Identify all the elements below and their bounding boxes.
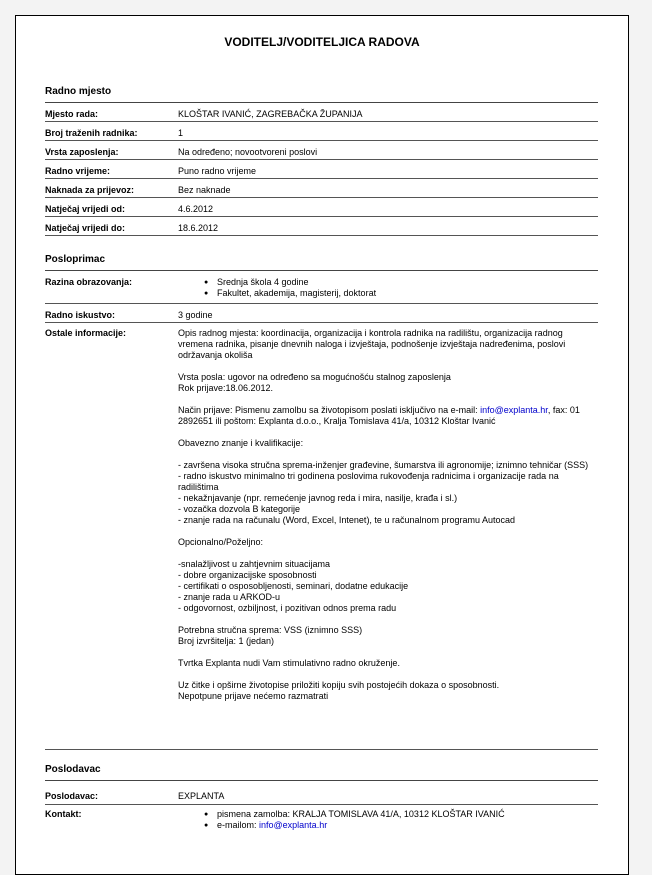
- row-value: KLOŠTAR IVANIĆ, ZAGREBAČKA ŽUPANIJA: [178, 109, 363, 119]
- nacin-prijave: [178, 405, 598, 427]
- row-value: [178, 277, 598, 303]
- section-poslodavac: Poslodavac: [45, 764, 598, 781]
- row-mjesto-rada: [45, 103, 598, 122]
- row-label: Kontakt:: [45, 809, 82, 819]
- row-value: 4.6.2012: [178, 204, 214, 214]
- row-label: Natječaj vrijedi od:: [45, 204, 126, 214]
- row-value: 18.6.2012: [178, 223, 219, 233]
- row-value: 3 godine: [178, 310, 213, 320]
- row-vrsta-zaposlenja: [45, 141, 598, 160]
- radno-mjesto-rows: [16, 103, 628, 236]
- job-listing-page: [15, 15, 629, 875]
- row-value: [178, 809, 598, 845]
- opcionalno-item: - dobre organizacijske sposobnosti: [178, 570, 317, 580]
- opcionalno-item: - znanje rada u ARKOD-u: [178, 592, 281, 602]
- list-item: ● pismena zamolba: KRALJA TOMISLAVA 41/A, 10312 KLOŠTAR IVANIĆ: [204, 809, 598, 820]
- row-radno-iskustvo: [45, 304, 598, 323]
- broj-izvrsitelja: Broj izvršitelja: 1 (jedan): [178, 636, 275, 646]
- obavezno-item: - znanje rada na računalu (Word, Excel, Intenet), te u računalnom programu Autocad: [178, 515, 516, 525]
- opis-radnog-mjesta: Opis radnog mjesta: koordinacija, organizacija i kontrola radnika na radilištu, organizacija radnog vremena radnika, pisanje dnevnih naloga i izvještaja, podnošenje izvještaja nadređenima, poslovi održavanja okoliša: [178, 328, 566, 360]
- obavezno-item: - vozačka dozvola B kategorije: [178, 504, 301, 514]
- obavezno-item: - radno iskustvo minimalno tri godinena poslovima rukovođenja radnicima i organizacije rada na radilištima: [178, 471, 559, 492]
- row-value: Bez naknade: [178, 185, 231, 195]
- opcionalno-item: -snalažljivost u zahtjevnim situacijama: [178, 559, 331, 569]
- row-value: [178, 328, 598, 749]
- row-poslodavac: [45, 781, 598, 805]
- row-kontakt: [45, 805, 598, 845]
- kontakt-email-prefix: e-mailom:: [217, 820, 260, 830]
- section-radno-mjesto: Radno mjesto: [45, 86, 598, 103]
- row-label: Radno vrijeme:: [45, 166, 111, 176]
- row-label: Naknada za prijevoz:: [45, 185, 135, 195]
- row-vrijedi-do: [45, 217, 598, 236]
- email-link[interactable]: info@explanta.hr: [480, 405, 548, 415]
- row-razina-obrazovanja: [45, 271, 598, 304]
- uz-text: Uz čitke i opširne životopise priložiti kopiju svih postojećih dokaza o sposobnosti.: [178, 680, 500, 690]
- row-value: EXPLANTA: [178, 791, 225, 801]
- page-title: VODITELJ/VODITELJICA RADOVA: [224, 35, 420, 49]
- row-radno-vrijeme: [45, 160, 598, 179]
- list-item: ● Srednja škola 4 godine: [204, 277, 598, 288]
- nacin-prijave-rest: , fax: 01 2892651 ili poštom: Explanta d.o.o., Kralja Tomislava 41/a, 10312 Kloštar Ivanić: [178, 405, 580, 426]
- kontakt-list: [204, 809, 598, 831]
- opcionalno-title: Opcionalno/Poželjno:: [178, 537, 264, 547]
- row-label: Razina obrazovanja:: [45, 277, 133, 287]
- section-posloprimac: Posloprimac: [45, 254, 598, 271]
- row-vrijedi-od: [45, 198, 598, 217]
- opcionalno-item: - certifikati o osposobljenosti, seminari, dodatne edukacije: [178, 581, 409, 591]
- opcionalno-item: - odgovornost, ozbiljnost, i pozitivan odnos prema radu: [178, 603, 397, 613]
- education-list: [204, 277, 598, 299]
- row-label: Natječaj vrijedi do:: [45, 223, 126, 233]
- kontakt-email-link[interactable]: info@explanta.hr: [259, 820, 328, 830]
- rok-prijave: Rok prijave:18.06.2012.: [178, 383, 274, 393]
- vrsta-posla: Vrsta posla: ugovor na određeno sa mogućnošću stalnog zaposlenja: [178, 372, 451, 382]
- row-label: Ostale informacije:: [45, 328, 127, 338]
- obavezno-item: - nekažnjavanje (npr. remećenje javnog reda i mira, nasilje, krađa i sl.): [178, 493, 458, 503]
- nepotpune-text: Nepotpune prijave nećemo razmatrati: [178, 691, 329, 701]
- row-value: Puno radno vrijeme: [178, 166, 257, 176]
- row-label: Broj traženih radnika:: [45, 128, 138, 138]
- row-broj-radnika: [45, 122, 598, 141]
- row-value: Na određeno; novootvoreni poslovi: [178, 147, 318, 157]
- list-item: ● Fakultet, akademija, magisterij, doktorat: [204, 288, 598, 299]
- row-label: Poslodavac:: [45, 791, 99, 801]
- list-item: [204, 820, 598, 831]
- row-ostale-informacije: [45, 323, 598, 750]
- row-value: 1: [178, 128, 184, 138]
- row-label: Radno iskustvo:: [45, 310, 116, 320]
- row-label: Vrsta zaposlenja:: [45, 147, 119, 157]
- row-naknada: [45, 179, 598, 198]
- nacin-prijave-text: Način prijave: Pismenu zamolbu sa životopisom poslati isključivo na e-mail:: [178, 405, 481, 415]
- tvrtka-text: Tvrtka Explanta nudi Vam stimulativno radno okruženje.: [178, 658, 400, 668]
- row-label: Mjesto rada:: [45, 109, 99, 119]
- obavezno-item: - završena visoka stručna sprema-inženjer građevine, šumarstva ili agronomije; iznimno tehničar (SSS): [178, 460, 589, 470]
- obavezno-title: Obavezno znanje i kvalifikacije:: [178, 438, 304, 448]
- strucna-sprema: Potrebna stručna sprema: VSS (iznimno SSS): [178, 625, 363, 635]
